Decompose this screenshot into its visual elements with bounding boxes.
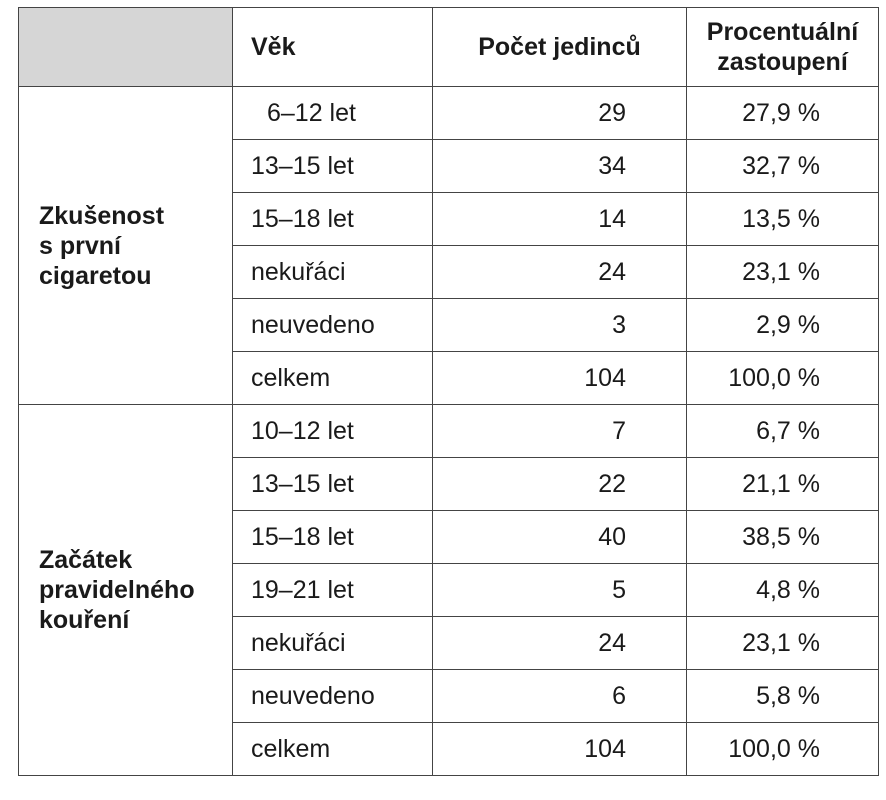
age-cell: celkem [233,723,433,776]
group-label [19,87,233,405]
count-cell: 22 [433,458,687,511]
count-cell: 24 [433,617,687,670]
count-cell: 6 [433,670,687,723]
group-label-line: pravidelného [39,576,195,604]
count-cell: 29 [433,87,687,140]
header-count: Počet jedinců [433,8,687,87]
count-cell: 104 [433,723,687,776]
group-label-line: kouření [39,606,130,634]
group-label [19,405,233,776]
percentage-cell: 32,7 % [687,140,879,193]
smoking-age-table [18,7,879,776]
group-label-line: s první [39,231,121,260]
table-row [19,405,879,458]
age-cell: neuvedeno [233,299,433,352]
count-cell: 14 [433,193,687,246]
count-cell: 40 [433,511,687,564]
age-cell: 15–18 let [233,193,433,246]
percentage-cell: 100,0 % [687,723,879,776]
percentage-cell: 6,7 % [687,405,879,458]
percentage-cell: 23,1 % [687,246,879,299]
count-cell: 7 [433,405,687,458]
percentage-cell: 21,1 % [687,458,879,511]
age-cell: celkem [233,352,433,405]
percentage-cell: 27,9 % [687,87,879,140]
header-percentage [687,8,879,87]
group-label-line: cigaretou [39,261,152,290]
age-cell: nekuřáci [233,246,433,299]
percentage-cell: 100,0 % [687,352,879,405]
percentage-cell: 4,8 % [687,564,879,617]
group-label-line: Začátek [39,546,133,574]
header-percentage-line1: Procentuální [706,18,859,46]
header-percentage-line2: zastoupení [717,48,848,76]
header-blank-cell [19,8,233,87]
age-cell: nekuřáci [233,617,433,670]
age-cell: 6–12 let [233,87,433,140]
percentage-cell: 5,8 % [687,670,879,723]
age-cell: 19–21 let [233,564,433,617]
table-body [19,87,879,776]
count-cell: 24 [433,246,687,299]
age-cell: 15–18 let [233,511,433,564]
age-cell: 13–15 let [233,458,433,511]
percentage-cell: 23,1 % [687,617,879,670]
group-label-line: Zkušenost [39,201,165,230]
header-age: Věk [233,8,433,87]
count-cell: 34 [433,140,687,193]
count-cell: 104 [433,352,687,405]
table-row [19,87,879,140]
table-header [19,8,879,87]
age-cell: 10–12 let [233,405,433,458]
smoking-table-container [18,7,878,776]
percentage-cell: 2,9 % [687,299,879,352]
count-cell: 5 [433,564,687,617]
count-cell: 3 [433,299,687,352]
percentage-cell: 13,5 % [687,193,879,246]
age-cell: 13–15 let [233,140,433,193]
header-row [19,8,879,87]
age-cell: neuvedeno [233,670,433,723]
percentage-cell: 38,5 % [687,511,879,564]
